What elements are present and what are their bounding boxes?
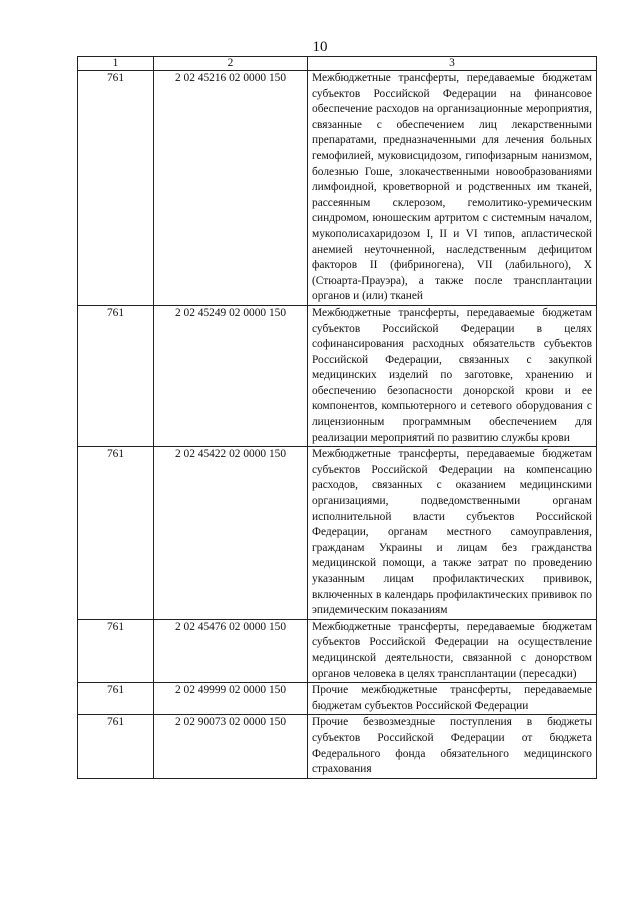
income-code-cell: 2 02 45249 02 0000 150 (154, 305, 308, 446)
description-cell: Межбюджетные трансферты, передаваемые бюджетам субъектов Российской Федерации в целях софинансирования расходных обязательств субъектов Российской Федерации, связанных с закупкой медицинских изделий по заготовке, хранению и обеспечению безопасности донорской крови и ее компонентов, компьютерного и сетевого оборудования с лицензионным программным обеспечением для реализации мероприятий по развитию службы крови (308, 305, 597, 446)
income-code-cell: 2 02 90073 02 0000 150 (154, 715, 308, 778)
table-row (78, 447, 597, 620)
column-header-2: 2 (154, 57, 308, 71)
admin-code-cell: 761 (78, 619, 154, 682)
column-header-3: 3 (308, 57, 597, 71)
table-body (78, 71, 597, 779)
admin-code-cell: 761 (78, 683, 154, 715)
description-cell: Прочие межбюджетные трансферты, передаваемые бюджетам субъектов Российской Федерации (308, 683, 597, 715)
income-code-cell: 2 02 45422 02 0000 150 (154, 447, 308, 620)
budget-codes-table (77, 56, 597, 779)
income-code-cell: 2 02 45216 02 0000 150 (154, 71, 308, 306)
admin-code-cell: 761 (78, 447, 154, 620)
income-code-cell: 2 02 49999 02 0000 150 (154, 683, 308, 715)
table-row (78, 683, 597, 715)
table-row (78, 71, 597, 306)
table-row (78, 619, 597, 682)
table-header (78, 57, 597, 71)
table-row (78, 715, 597, 778)
description-cell: Межбюджетные трансферты, передаваемые бюджетам субъектов Российской Федерации на компенсацию расходов, связанных с оказанием медицинскими организациями, подведомственными органам исполнительной власти субъектов Российской Федерации, органам местного самоуправления, гражданам Украины и лицам без гражданства медицинской помощи, а также затрат по проведению указанным лицам профилактических прививок, включенных в календарь профилактических прививок по эпидемическим показаниям (308, 447, 597, 620)
table-row (78, 305, 597, 446)
description-cell: Межбюджетные трансферты, передаваемые бюджетам субъектов Российской Федерации на финансовое обеспечение расходов на организационные мероприятия, связанные с обеспечением лиц лекарственными препаратами, предназначенными для лечения больных гемофилией, муковисцидозом, гипофизарным нанизмом, болезнью Гоше, злокачественными новообразованиями лимфоидной, кроветворной и родственных им тканей, рассеянным склерозом, гемолитико-уремическим синдромом, юношеским артритом с системным началом, мукополисахаридозом I, II и VI типов, апластической анемией неуточненной, наследственным дефицитом факторов II (фибриногена), VII (лабильного), X (Стюарта-Прауэра), а также после трансплантации органов и (или) тканей (308, 71, 597, 306)
admin-code-cell: 761 (78, 305, 154, 446)
income-code-cell: 2 02 45476 02 0000 150 (154, 619, 308, 682)
admin-code-cell: 761 (78, 71, 154, 306)
description-cell: Межбюджетные трансферты, передаваемые бюджетам субъектов Российской Федерации на осуществление медицинской деятельности, связанной с донорством органов человека в целях трансплантации (пересадки) (308, 619, 597, 682)
page-number: 10 (312, 39, 328, 55)
admin-code-cell: 761 (78, 715, 154, 778)
table-header-row (78, 57, 597, 71)
description-cell: Прочие безвозмездные поступления в бюджеты субъектов Российской Федерации от бюджета Федерального фонда обязательного медицинского страхования (308, 715, 597, 778)
column-header-1: 1 (78, 57, 154, 71)
